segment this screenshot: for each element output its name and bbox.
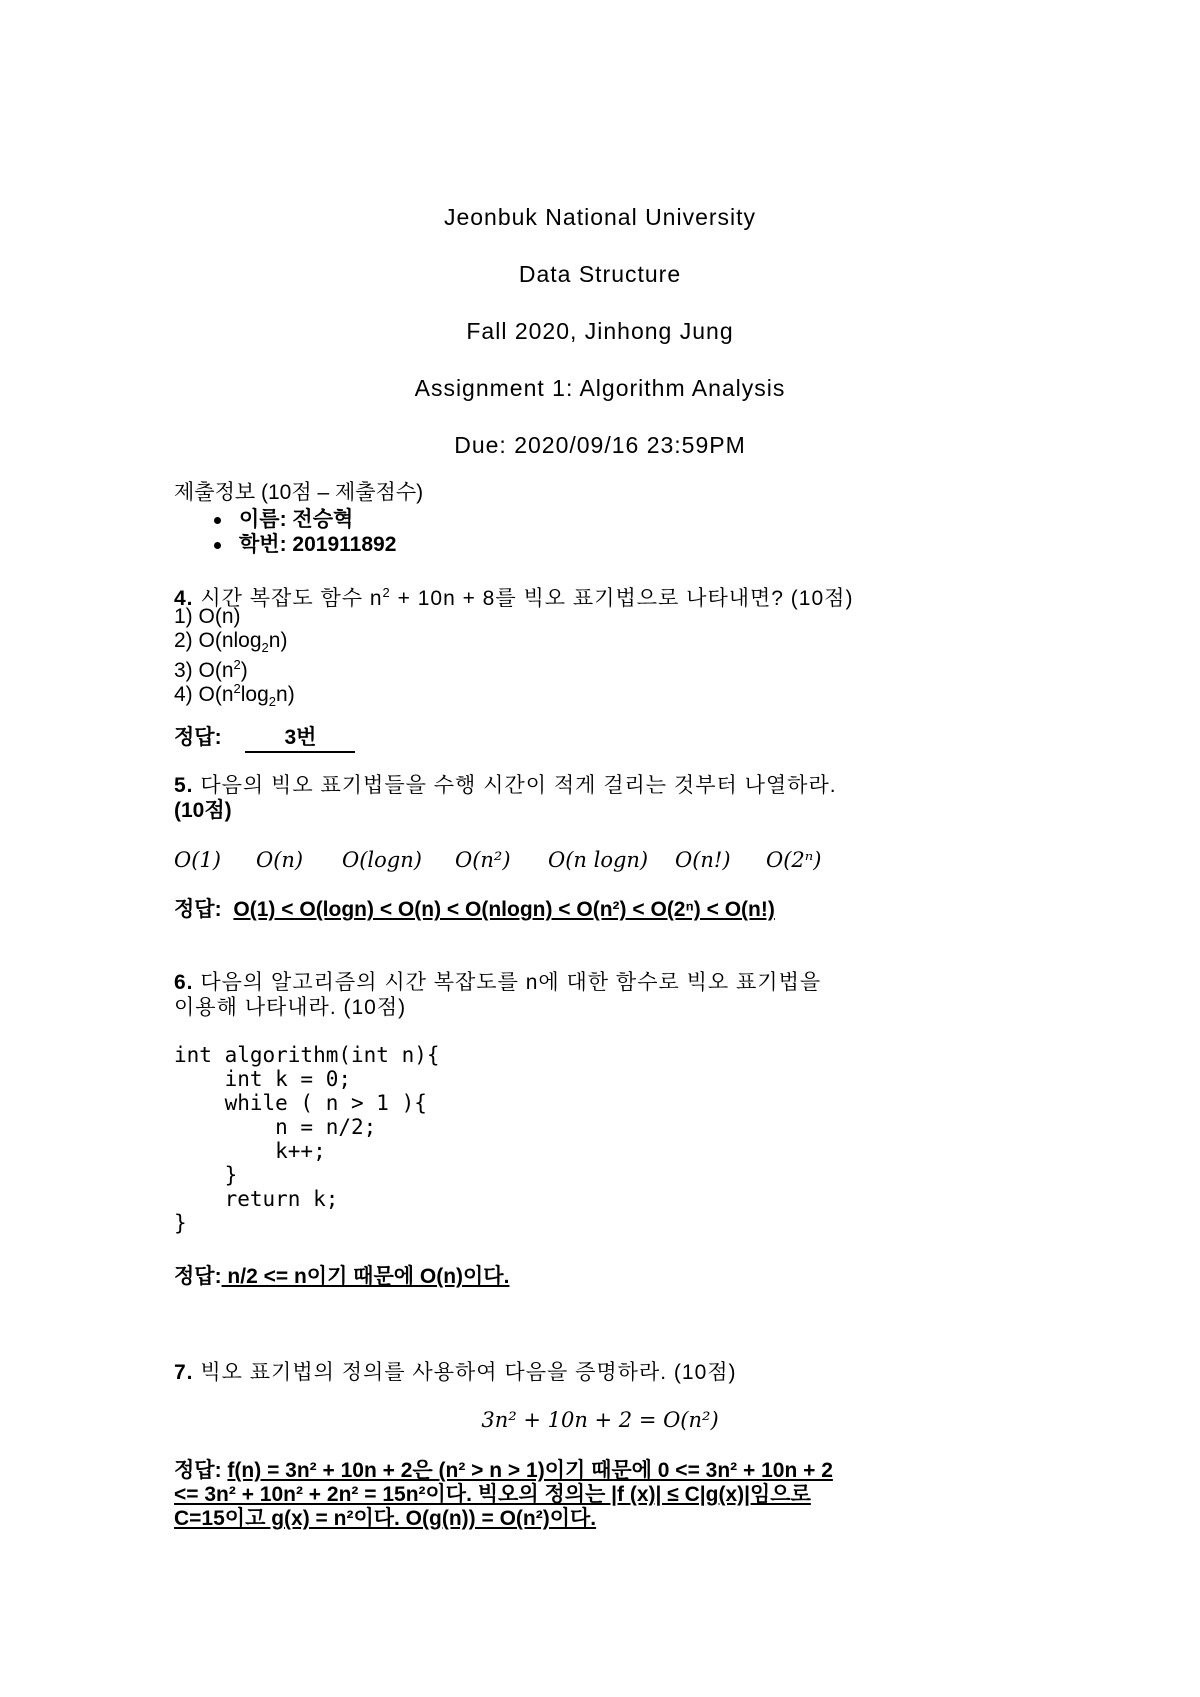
q4-option-3: 3) $O(n^2)$	[174, 657, 248, 682]
q7-formula: 3n² + 10n + 2 = O(n²)	[481, 1408, 719, 1432]
q5-points: (10점)	[174, 799, 232, 822]
q5-answer-value: O(1) < O(logn) < O(n) < O(nlogn) < O(n²) < O(2ⁿ) < O(n!)	[233, 898, 775, 921]
q6-number: 6.	[174, 971, 194, 994]
name-label: 이름:	[239, 508, 287, 531]
q5-item-6: O(n!)	[675, 848, 731, 872]
assignment-title: Assignment 1: Algorithm Analysis	[414, 375, 786, 401]
q7-answer-line2: <= 3n² + 10n² + 2n² = 15n²이다. 빅오의 정의는 |f (x)| ≤ C|g(x)|임으로	[174, 1483, 811, 1506]
q7-answer-label: 정답:	[174, 1459, 222, 1482]
q5-text: 다음의 빅오 표기법들을 수행 시간이 적게 걸리는 것부터 나열하라.	[200, 774, 837, 797]
q6-text-line1: 다음의 알고리즘의 시간 복잡도를 n에 대한 함수로 빅오 표기법을	[200, 971, 822, 994]
q7-text: 빅오 표기법의 정의를 사용하여 다음을 증명하라. (10점)	[200, 1361, 737, 1384]
q7-number: 7.	[174, 1361, 194, 1384]
q4-option-2: 2) O(nlog$_2$n)	[174, 629, 288, 656]
q5-item-2: O(n)	[256, 848, 304, 872]
university-title: Jeonbuk National University	[443, 204, 757, 230]
due-date: Due: 2020/09/16 23:59PM	[454, 432, 746, 458]
q5-item-3: O(logn)	[342, 848, 422, 872]
q6-answer-label: 정답:	[174, 1265, 222, 1288]
term-line: Fall 2020, Jinhong Jung	[466, 318, 734, 344]
course-title: Data Structure	[518, 261, 682, 287]
q6-question-line2: 이용해 나타내라. (10점)	[174, 996, 407, 1019]
q4-answer-label: 정답:	[174, 726, 222, 749]
q5-item-1: O(1)	[174, 848, 221, 872]
q6-question-line1	[174, 970, 821, 996]
q4-number: 4.	[174, 587, 194, 610]
q4-option-4: 4) $O(n^2\log_2n)$	[174, 681, 295, 710]
q4-text-post: + 10n + 8를 빅오 표기법으로 나타내면? (10점)	[390, 587, 854, 610]
name-bullet	[214, 507, 353, 533]
q4-answer	[174, 725, 355, 753]
q5-question	[174, 773, 837, 799]
q4-answer-value: 3번	[245, 725, 355, 753]
q7-question	[174, 1360, 737, 1386]
q6-answer-value: n/2 <= n이기 때문에 O(n)이다.	[221, 1265, 510, 1288]
q4-question	[174, 580, 853, 612]
q6-code-block: int algorithm(int n){ int k = 0; while ( n > 1 ){ n = n/2; k++; } return k; }	[174, 1043, 440, 1235]
id-label: 학번:	[239, 533, 287, 556]
bullet-icon	[214, 542, 221, 549]
id-value: 201911892	[292, 533, 397, 556]
q4-text-pre: 시간 복잡도 함수 n	[200, 587, 383, 610]
id-bullet	[214, 532, 396, 558]
q5-answer-label: 정답:	[174, 898, 222, 921]
name-value: 전승혁	[292, 508, 354, 531]
q6-answer	[174, 1264, 509, 1290]
submission-title: 제출정보 (10점 – 제출점수)	[174, 481, 424, 504]
bullet-icon	[214, 517, 221, 524]
q5-number: 5.	[174, 774, 194, 797]
q5-answer	[174, 897, 775, 923]
q5-item-7: O(2ⁿ)	[766, 848, 822, 872]
q4-option-1: 1) O(n)	[174, 605, 241, 628]
q5-item-4: O(n²)	[455, 848, 511, 872]
q4-sup: 2	[382, 585, 391, 600]
q7-answer-text-1: f(n) = 3n² + 10n + 2은 (n² > n > 1)이기 때문에 0 <= 3n² + 10n + 2	[227, 1459, 833, 1482]
q5-item-5: O(n logn)	[548, 848, 649, 872]
q7-answer-line1	[174, 1458, 833, 1484]
q7-answer-line3: C=15이고 g(x) = n²이다. O(g(n)) = O(n²)이다.	[174, 1507, 597, 1530]
